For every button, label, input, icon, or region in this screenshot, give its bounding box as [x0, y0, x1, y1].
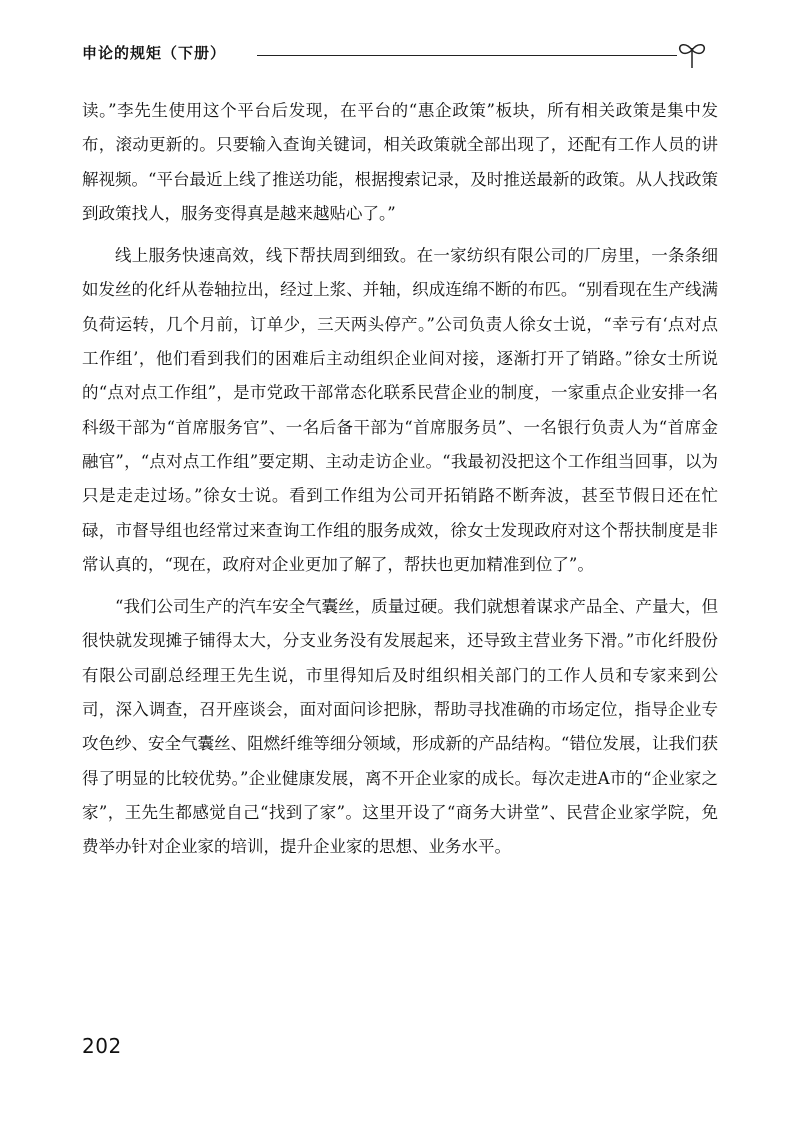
- running-header: [82, 40, 722, 70]
- leaf-ornament-icon: [674, 40, 710, 70]
- body-text: [82, 94, 718, 873]
- paragraph-2: 线上服务快速高效，线下帮扶周到细致。在一家纺织有限公司的厂房里，一条条细如发丝的化纤从卷轴拉出，经过上浆、并轴，织成连绵不断的布匹。“别看现在生产线满负荷运转，几个月前，订单少，三天两头停产。”公司负责人徐女士说，“幸亏有‘点对点工作组’，他们看到我们的困难后主动组织企业间对接，逐渐打开了销路。”徐女士所说的“点对点工作组”，是市党政干部常态化联系民营企业的制度，一家重点企业安排一名科级干部为“首席服务官”、一名后备干部为“首席服务员”、一名银行负责人为“首席金融官”，“点对点工作组”要定期、主动走访企业。“我最初没把这个工作组当回事，以为只是走走过场。”徐女士说。看到工作组为公司开拓销路不断奔波，甚至节假日还在忙碌，市督导组也经常过来查询工作组的服务成效，徐女士发现政府对这个帮扶制度是非常认真的，“现在，政府对企业更加了解了，帮扶也更加精准到位了”。: [82, 246, 718, 574]
- paragraph-3: “我们公司生产的汽车安全气囊丝，质量过硬。我们就想着谋求产品全、产量大，但很快就发现摊子铺得太大，分支业务没有发展起来，还导致主营业务下滑。”市化纤股份有限公司副总经理王先生说，市里得知后及时组织相关部门的工作人员和专家来到公司，深入调查，召开座谈会，面对面问诊把脉，帮助寻找准确的市场定位，指导企业专攻色纱、安全气囊丝、阻燃纤维等细分领域，形成新的产品结构。“错位发展，让我们获得了明显的比较优势。”企业健康发展，离不开企业家的成长。每次走进A市的“企业家之家”，王先生都感觉自己“找到了家”。这里开设了“商务大讲堂”、民营企业家学院，免费举办针对企业家的培训，提升企业家的思想、业务水平。: [82, 597, 718, 857]
- page-number: 202: [82, 1034, 122, 1058]
- header-rule: [257, 55, 677, 56]
- header-title: 申论的规矩（下册）: [82, 44, 227, 62]
- paragraph-1: 读。”李先生使用这个平台后发现，在平台的“惠企政策”板块，所有相关政策是集中发布，滚动更新的。只要输入查询关键词，相关政策就全部出现了，还配有工作人员的讲解视频。“平台最近上线了推送功能，根据搜索记录，及时推送最新的政策。从人找政策到政策找人，服务变得真是越来越贴心了。”: [82, 101, 718, 223]
